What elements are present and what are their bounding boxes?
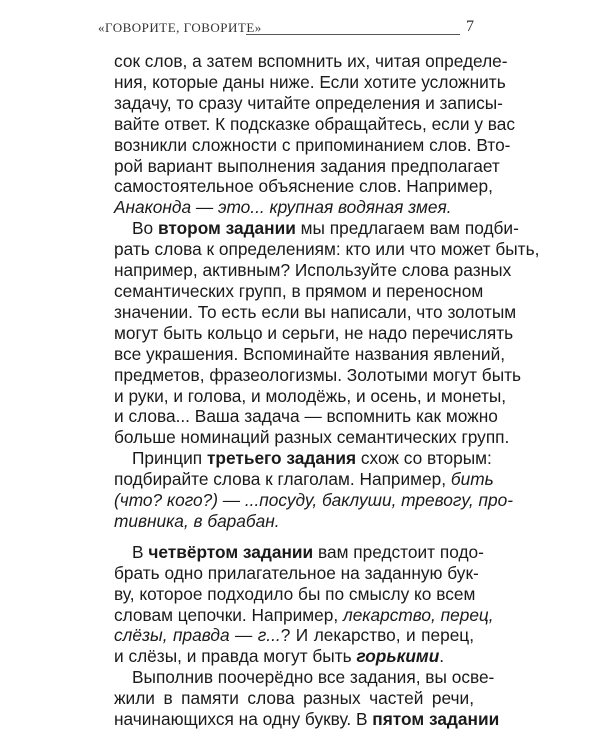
text-line: ния, которые даны ниже. Если хотите усложнить xyxy=(114,71,506,92)
text-run: Принцип xyxy=(132,448,207,469)
example-italic: Анаконда — это... крупная водяная змея. xyxy=(114,197,452,218)
text-line xyxy=(114,646,474,667)
example-italic: слёзы, правда — г... xyxy=(114,625,281,646)
text-line: и слова... Ваша задача — вспомнить как можно xyxy=(114,406,498,427)
text-line: рой вариант выполнения задания предполагает xyxy=(114,155,500,176)
text-line: значении. То есть если вы написали, что золотым xyxy=(114,301,517,322)
text-line: больше номинаций разных семантических групп. xyxy=(114,427,510,448)
text-line: задачу, то сразу читайте определения и записы- xyxy=(114,92,503,113)
text-run: вам предстоит подо- xyxy=(313,541,484,562)
example-italic: тивника, в барабан. xyxy=(114,510,280,531)
text-line: например, активным? Используйте слова разных xyxy=(114,260,512,281)
paragraph-2 xyxy=(114,218,540,448)
text-line: предметов, фразеологизмы. Золотыми могут быть xyxy=(114,364,522,385)
text-line: Выполнив поочерёдно все задания, вы осве- xyxy=(132,667,495,688)
text-line xyxy=(114,709,500,730)
paragraph-3 xyxy=(114,448,513,532)
text-line xyxy=(114,541,484,563)
text-run: подбирайте слова к глаголам. Например, xyxy=(114,469,451,490)
task-3-heading: третьего задания xyxy=(206,448,357,469)
text-run: начинающихся на одну букву. В xyxy=(114,709,373,730)
text-line: все украшения. Вспоминайте названия явлений, xyxy=(114,343,506,364)
text-line xyxy=(114,604,494,626)
answer-bold-italic: горькими xyxy=(356,646,440,667)
header-rule xyxy=(246,34,460,35)
text-run: мы предлагаем вам подби- xyxy=(295,218,519,239)
text-line xyxy=(114,197,474,218)
text-line: ву, которое подходило бы по смыслу ко всем xyxy=(114,583,476,604)
text-line: брать одно прилагательное на заданную бук- xyxy=(114,562,479,583)
text-line: рать слова к определениям: кто или что может быть, xyxy=(114,239,540,260)
text-run: и слёзы, и правда могут быть xyxy=(114,646,357,667)
text-line xyxy=(114,511,474,532)
text-run: Во xyxy=(132,218,158,239)
text-run: ? И лекарство, и перец, xyxy=(280,625,474,646)
text-line: сок слов, а затем вспомнить их, читая определе- xyxy=(114,51,508,71)
text-line xyxy=(114,469,494,490)
task-5-heading: пятом задании xyxy=(372,709,500,730)
text-line: возникли сложности с припоминанием слов. Вто- xyxy=(114,134,511,155)
text-line xyxy=(114,448,492,469)
task-4-heading: четвёртом задании xyxy=(148,541,314,562)
text-run: В xyxy=(132,541,149,562)
task-2-heading: втором задании xyxy=(157,218,296,239)
page-number: 7 xyxy=(466,18,474,35)
text-run: . xyxy=(439,646,445,667)
example-italic: (что? кого?) — ...посуду, баклуши, тревогу, про- xyxy=(114,490,513,511)
text-line xyxy=(114,218,519,239)
running-title: «ГОВОРИТЕ, ГОВОРИТЕ» xyxy=(98,20,262,35)
text-line: вайте ответ. К подсказке обращайтесь, если у вас xyxy=(114,113,516,134)
body-text xyxy=(114,51,540,730)
text-line: могут быть кольцо и серьги, не надо перечислять xyxy=(114,322,514,343)
text-line: семантических групп, в прямом и переносном xyxy=(114,280,484,301)
paragraph-1 xyxy=(114,51,516,218)
example-italic: лекарство, перец, xyxy=(342,604,494,625)
text-run: словам цепочки. Например, xyxy=(114,604,343,625)
text-line: и руки, и голова, и молодёжь, и осень, и монеты, xyxy=(114,385,507,406)
text-line xyxy=(114,490,513,511)
text-line: самостоятельное объяснение слов. Например, xyxy=(114,176,493,197)
text-line: жили в памяти слова разных частей речи, xyxy=(114,688,474,709)
paragraph-4 xyxy=(114,541,494,667)
running-header xyxy=(98,20,474,44)
paragraph-5 xyxy=(114,667,500,730)
example-italic: бить xyxy=(450,469,494,490)
text-run: схож со вторым: xyxy=(356,448,492,469)
text-line xyxy=(114,625,474,646)
